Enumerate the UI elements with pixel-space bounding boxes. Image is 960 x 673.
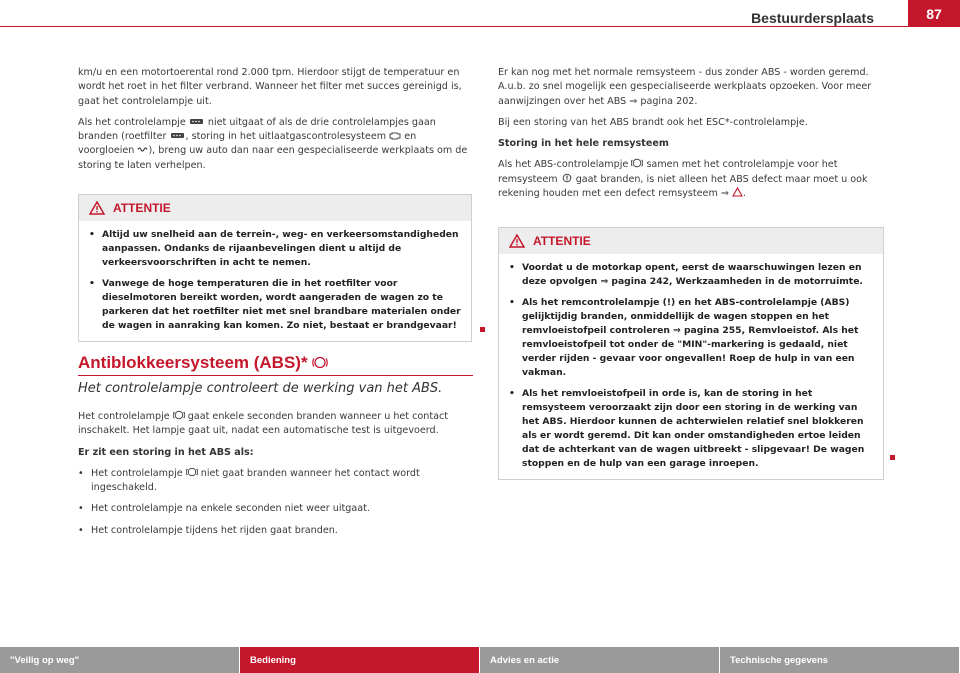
paragraph: Als het ABS-controlelampje samen met het controlelampje voor het remsysteem gaat branden, is niet alleen het ABS defect maar moet u ook rekening houden met een defect remsysteem ⇒ .: [498, 159, 868, 200]
warning-item: • Voordat u de motorkap opent, eerst de waarschuwingen lezen en deze opvolgen ⇒ pagina 242, Werkzaamheden in de motorruimte.: [509, 261, 873, 289]
glow-plug-icon: [137, 145, 148, 154]
left-column: [78, 66, 473, 173]
end-marker: [890, 455, 895, 460]
warning-box: [78, 194, 472, 342]
paragraph: Er kan nog met het normale remsysteem - dus zonder ABS - worden geremd. A.u.b. zo snel mogelijk een gespecialiseerde werkplaats opzoeken. Voor meer aanwijzingen over het ABS ⇒ pagina 202.: [498, 67, 872, 107]
warning-item: • Altijd uw snelheid aan de terrein-, weg- en verkeersomstandigheden aanpassen. Ondanks de rijaanbevelingen dient u altijd de verkeersvoorschriften in acht te nemen.: [89, 228, 461, 270]
warning-triangle-icon: [732, 187, 743, 197]
footer-tab-bediening[interactable]: Bediening: [240, 647, 480, 673]
warning-body: [499, 254, 883, 479]
list-item: • Het controlelampje na enkele seconden niet weer uitgaat.: [78, 502, 473, 516]
paragraph: km/u en een motortoerental rond 2.000 tpm. Hierdoor stijgt de temperatuur en wordt het roet in het filter verbrand. Wanneer het filter met succes gereinigd is, gaat het controlelampje uit.: [78, 67, 462, 107]
abs-icon: [173, 410, 185, 420]
warning-item: • Als het remvloeistofpeil in orde is, kan de storing in het remsysteem veroorzaakt zijn door een storing in de werking van het ABS. Hierdoor kunnen de achterwielen relatief snel blokkeren als er wordt geremd. Dit kan onder omstandigheden ertoe leiden dat de achterkant van de wagen uitbreekt - slipgevaar! De wagen stoppen en de hulp van een garage inroepen.: [509, 387, 873, 471]
warning-title: ATTENTIE: [533, 234, 591, 248]
right-column: [498, 66, 885, 201]
brake-icon: [561, 173, 573, 183]
paragraph-heading: Er zit een storing in het ABS als:: [78, 446, 254, 458]
footer-tab-technische[interactable]: Technische gegevens: [720, 647, 960, 673]
footer-tab-veilig[interactable]: "Veilig op weg": [0, 647, 240, 673]
section-rule: [78, 375, 473, 376]
abs-icon: [186, 467, 198, 477]
warning-header: [499, 228, 883, 254]
running-header: Bestuurdersplaats: [751, 10, 874, 26]
abs-icon: [631, 158, 643, 168]
warning-triangle-icon: [509, 234, 525, 248]
section-subtitle: Het controlelampje controleert de werking van het ABS.: [78, 381, 443, 396]
page-number: 87: [908, 0, 960, 27]
footer-tab-advies[interactable]: Advies en actie: [480, 647, 720, 673]
list-item: • Het controlelampje tijdens het rijden gaat branden.: [78, 524, 473, 538]
footer-nav: [0, 647, 960, 673]
paragraph: Bij een storing van het ABS brandt ook het ESC*-controlelampje.: [498, 116, 808, 128]
paragraph: Als het controlelampje niet uitgaat of als de drie controlelampjes gaan branden (roetfilter , storing in het uitlaatgascontrolesysteem en voorgloeien ), breng uw auto dan naar een gespecialiseerde werkplaats om de storing te laten verhelpen.: [78, 116, 468, 171]
paragraph-heading: Storing in het hele remsysteem: [498, 138, 669, 150]
abs-icon: [312, 356, 328, 369]
warning-triangle-icon: [89, 201, 105, 215]
section-title: Antiblokkeersysteem (ABS)*: [78, 353, 328, 373]
engine-check-icon: [389, 131, 401, 140]
warning-item: • Vanwege de hoge temperaturen die in het roetfilter voor dieselmotoren bereikt worden, wordt aangeraden de wagen zo te parkeren dat het roetfilter niet met snel brandbare materialen onder de wagen in aanraking kan komen. Zo niet, bestaat er brandgevaar!: [89, 277, 461, 333]
warning-box: [498, 227, 884, 480]
warning-body: [79, 221, 471, 341]
warning-title: ATTENTIE: [113, 201, 171, 215]
warning-header: [79, 195, 471, 221]
end-marker: [480, 327, 485, 332]
particle-filter-icon: [170, 131, 186, 140]
particle-filter-icon: [189, 117, 205, 126]
warning-item: • Als het remcontrolelampje (!) en het ABS-controlelampje (ABS) gelijktijdig branden, onmiddellijk de wagen stoppen en het remvloeistofpeil controleren ⇒ pagina 255, Remvloeistof. Als het remvloeistofpeil tot onder de "MIN"-markering is gedaald, niet verder rijden - gevaar voor ongevallen! Roep de hulp in van een vakman.: [509, 296, 873, 380]
list-item: • Het controlelampje niet gaat branden wanneer het contact wordt ingeschakeld.: [78, 467, 473, 496]
header-rule: [0, 26, 908, 27]
paragraph: Het controlelampje gaat enkele seconden branden wanneer u het contact inschakelt. Het lampje gaat uit, nadat een automatische test is uitgevoerd.: [78, 411, 449, 437]
left-column-lower: [78, 410, 473, 538]
